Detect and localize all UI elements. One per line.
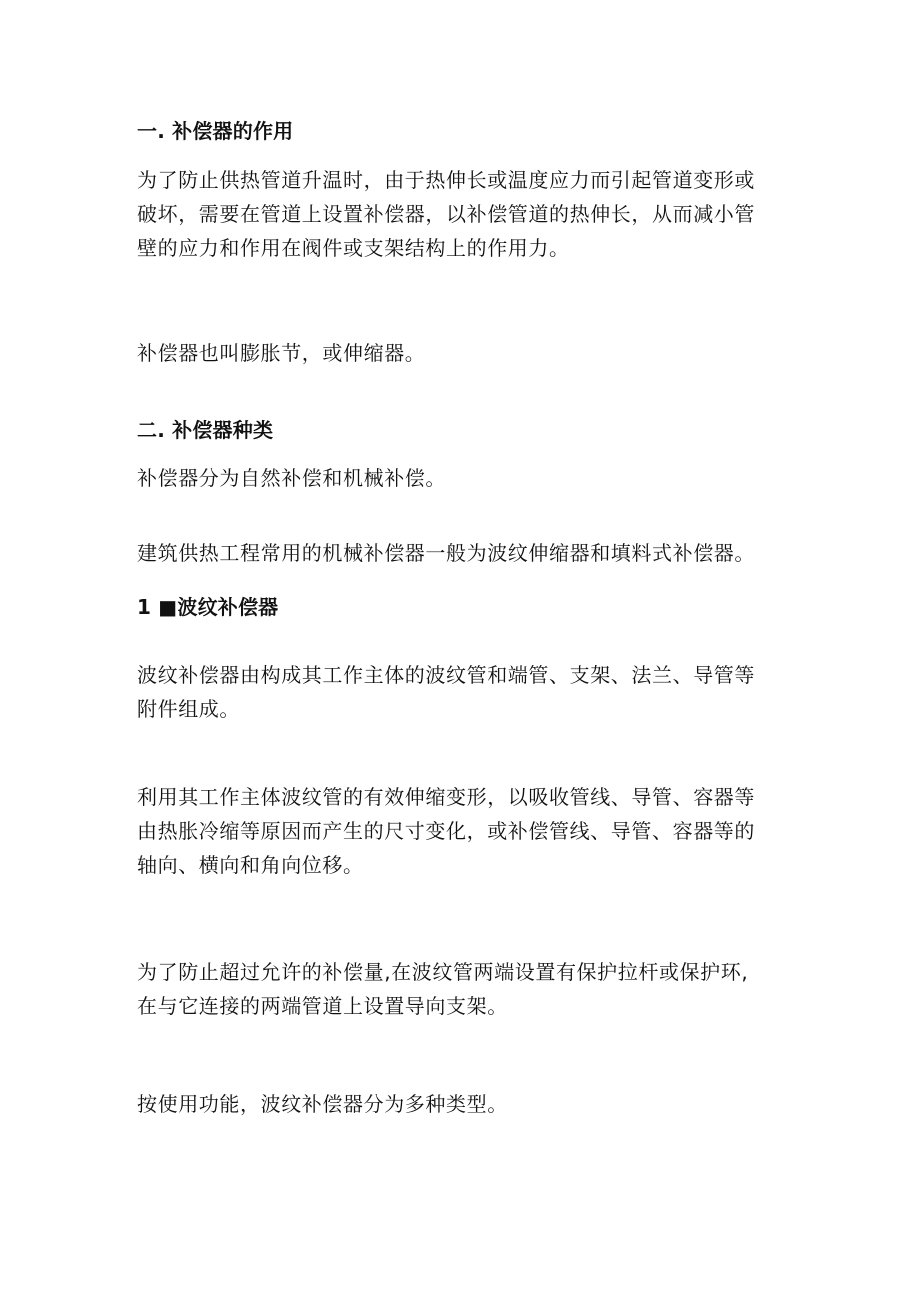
text-line: 附件组成。 xyxy=(137,697,240,721)
subsection-1-paragraph-3 xyxy=(137,955,797,1023)
text-line: 补偿器分为自然补偿和机械补偿。 xyxy=(137,466,446,490)
section-2-heading: 二. 补偿器种类 xyxy=(137,418,274,442)
subsection-1-paragraph-4 xyxy=(137,1087,797,1121)
text-line: 补偿器也叫膨胀节，或伸缩器。 xyxy=(137,341,426,365)
section-2-paragraph-2 xyxy=(137,536,797,570)
text-line: 波纹补偿器由构成其工作主体的波纹管和端管、支架、法兰、导管等 xyxy=(137,663,755,687)
section-2-paragraph-1 xyxy=(137,461,797,495)
subsection-1-paragraph-2 xyxy=(137,780,797,882)
text-line: 利用其工作主体波纹管的有效伸缩变形，以吸收管线、导管、容器等 xyxy=(137,785,755,809)
text-line: 由热胀冷缩等原因而产生的尺寸变化，或补偿管线、导管、容器等的 xyxy=(137,819,755,843)
text-line: 壁的应力和作用在阀件或支架结构上的作用力。 xyxy=(137,236,570,260)
subsection-1-paragraph-1 xyxy=(137,658,797,726)
text-line: 破坏，需要在管道上设置补偿器，以补偿管道的热伸长，从而减小管 xyxy=(137,202,755,226)
text-line: 轴向、横向和角向位移。 xyxy=(137,853,364,877)
text-line: 在与它连接的两端管道上设置导向支架。 xyxy=(137,994,508,1018)
text-line: 为了防止超过允许的补偿量,在波纹管两端设置有保护拉杆或保护环, xyxy=(137,960,749,984)
section-1-paragraph-1 xyxy=(137,163,797,265)
text-line: 为了防止供热管道升温时，由于热伸长或温度应力而引起管道变形或 xyxy=(137,168,755,192)
section-1-heading: 一. 补偿器的作用 xyxy=(137,119,294,143)
text-line: 建筑供热工程常用的机械补偿器一般为波纹伸缩器和填料式补偿器。 xyxy=(137,541,755,565)
text-line: 按使用功能，波纹补偿器分为多种类型。 xyxy=(137,1092,508,1116)
subsection-1-heading: 1 ■波纹补偿器 xyxy=(137,595,279,619)
section-1-paragraph-2 xyxy=(137,336,797,370)
